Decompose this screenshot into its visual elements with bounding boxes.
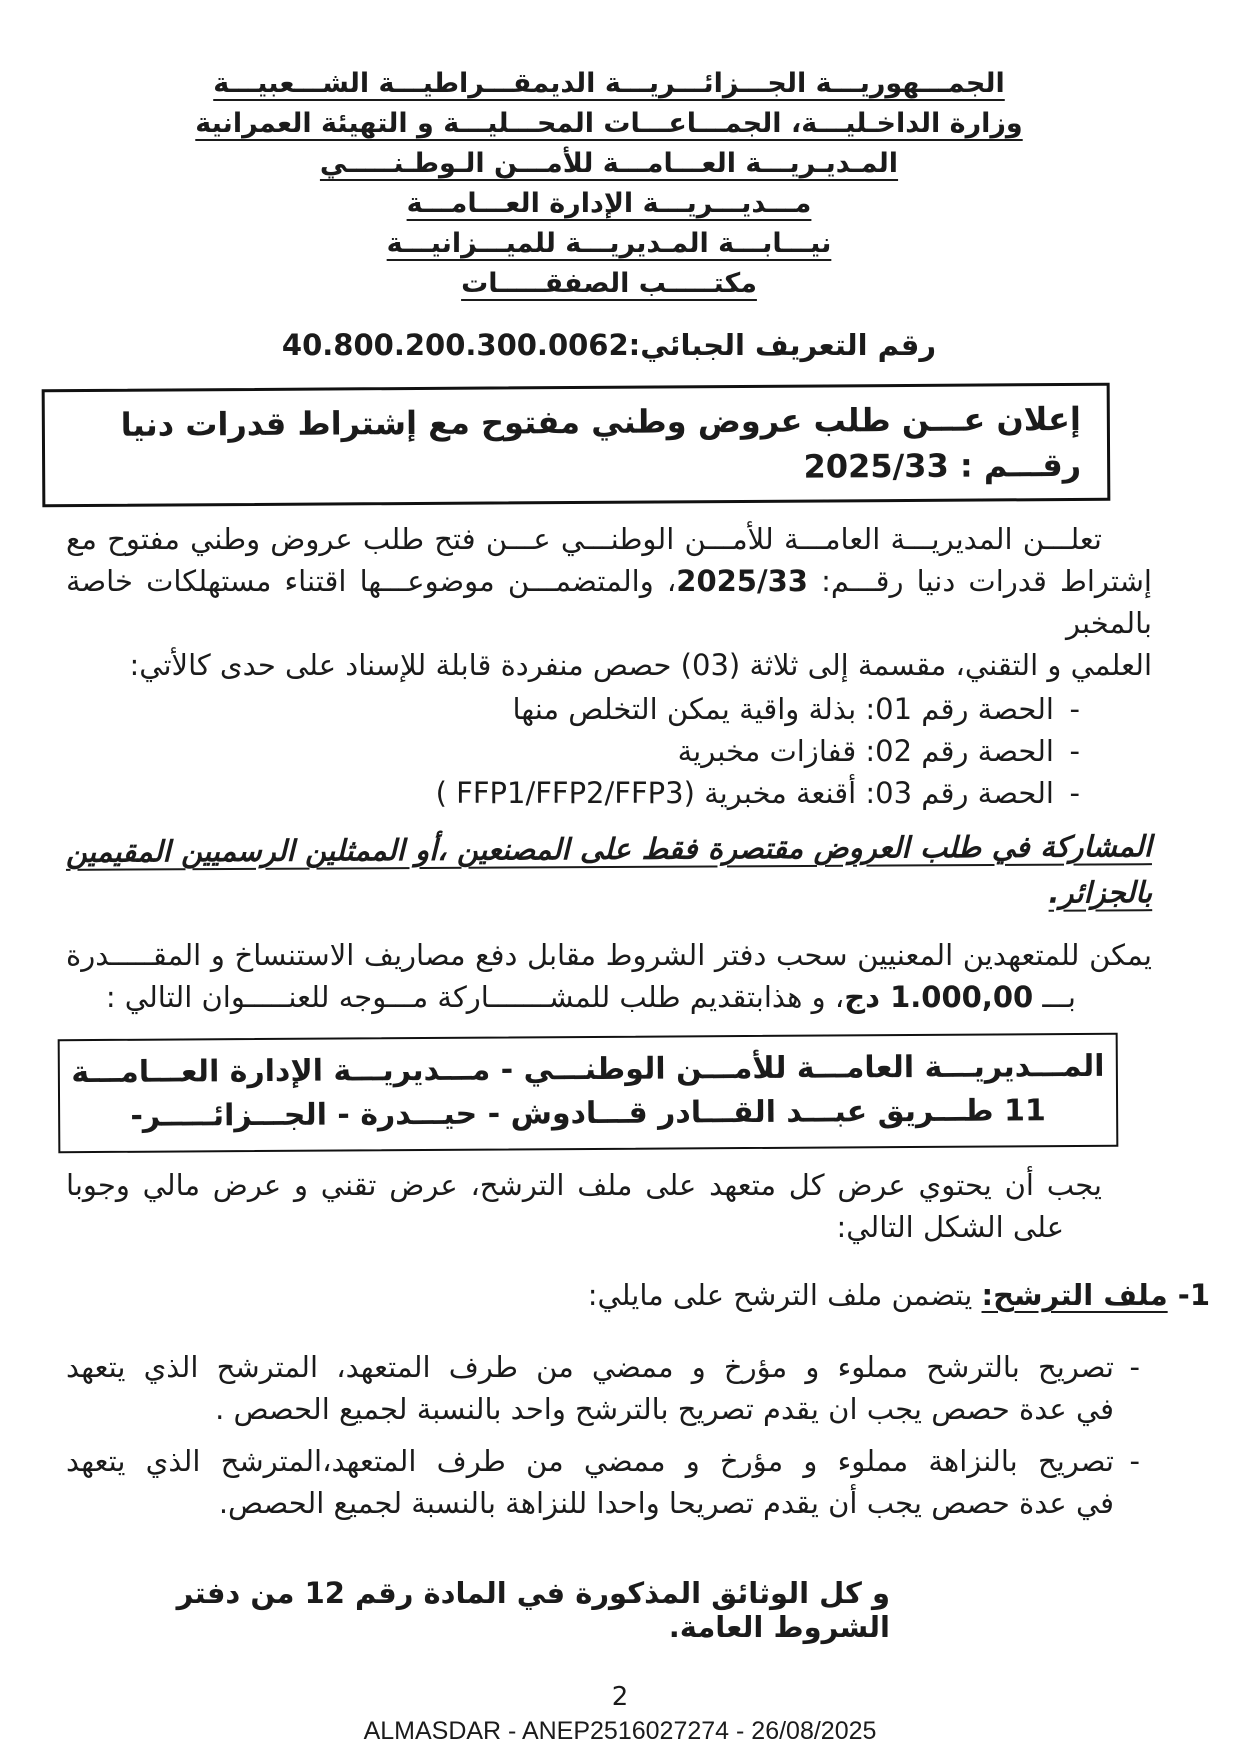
text-segment: تصريح بالنزاهة مملوء و مؤرخ و ممضي من طرف المتعهد،المترشح الذي يتعهد [66, 1444, 1114, 1478]
dash-icon: - [1069, 692, 1080, 726]
text-segment: ، والمتضمـــن موضوعـــها اقتناء مستهلكات خاصة بالمخبر [66, 564, 1152, 640]
page-number: 2 [611, 1682, 629, 1712]
text-segment: تصريح بالترشح مملوء و مؤرخ و ممضي من طرف المتعهد، المترشح الذي يتعهد [66, 1350, 1114, 1384]
publication-credit: ALMASDAR - ANEP2516027274 - 26/08/2025 [363, 1717, 877, 1745]
header-line-markets-office: مكتـــــب الصفقـــــات [461, 268, 757, 299]
participation-line-2 [66, 869, 1152, 921]
dash-icon: - [1129, 1350, 1140, 1384]
intro-line-1 [66, 518, 1152, 560]
text-segment: يجب أن يحتوي عرض كل متعهد على ملف الترشح، عرض تقني و عرض مالي وجوبا [66, 1168, 1102, 1202]
fees-line-1 [66, 934, 1152, 976]
tender-title-box [42, 383, 1111, 508]
bullet-declaration-integrity [66, 1440, 1140, 1524]
address-line-2 [68, 1089, 1108, 1139]
intro-line-3 [66, 644, 1152, 686]
dash-icon: - [1129, 1444, 1140, 1478]
text-segment: إشتراط قدرات دنيا رقـــم: [807, 564, 1152, 598]
candidacy-requirements-list [66, 1346, 1140, 1524]
lot-item-2-label [66, 730, 1054, 772]
tax-id-line [66, 328, 1152, 362]
intro-paragraph [66, 518, 1152, 686]
tender-title [55, 396, 1082, 494]
text-segment: العلمي و التقني، مقسمة إلى ثلاثة (03) حصص منفردة قابلة للإسناد على حدى كالأتي: [129, 648, 1152, 682]
header-line-admin-dir: مـــديـــريـــة الإدارة العـــامـــة [406, 188, 812, 219]
header-line-republic: الجمـــهوريـــة الجـــزائـــريـــة الديمقـــراطيـــة الشـــعبيـــة [213, 68, 1005, 99]
required-docs-note [66, 1576, 890, 1644]
header-line-dgsn: المـديـريـــة العـــامـــة للأمـــن الـوطـنـــــي [319, 148, 899, 179]
text-segment: بـــ [1033, 980, 1076, 1014]
tax-id-label: رقم التعريف الجبائي: [628, 328, 937, 362]
bullet-line [66, 1482, 1114, 1524]
text-segment: في عدة حصص يجب ان يقدم تصريح بالترشح واحد بالنسبة لجميع الحصص . [215, 1392, 1114, 1426]
lot-item-1-label [66, 688, 1054, 730]
text-segment: على الشكل التالي: [836, 1210, 1064, 1244]
tender-title-text: إعلان عـــن طلب عروض وطني مفتوح مع إشتراط قدرات دنيا رقـــم : [120, 399, 1082, 485]
offer-format-paragraph [66, 1164, 1152, 1248]
participation-note [66, 823, 1152, 921]
text-segment: دج [844, 980, 891, 1014]
header-line-budget-sub: نيـــابـــة المـديريـــة للميـــزانيـــة [386, 228, 832, 259]
address-line-1 [68, 1045, 1108, 1095]
text-segment: 1.000,00 [890, 980, 1034, 1014]
text-segment: الحصة رقم 01: بذلة واقية يمكن التخلص منها [512, 692, 1054, 726]
text-segment: المـــديريـــة العامـــة للأمـــن الوطنـــي - مـــديريـــة الإدارة العـــامـــة [71, 1048, 1105, 1091]
participation-line-1 [66, 823, 1152, 875]
text-segment: 1- [1167, 1278, 1210, 1312]
bullet-declaration-candidacy [66, 1346, 1140, 1430]
text-segment: الحصة رقم 03: أقنعة مخبرية [694, 776, 1054, 810]
candidacy-file-heading [66, 1274, 1210, 1316]
text-segment: 2025/33 [676, 564, 808, 598]
tender-number: 2025/33 [803, 446, 949, 486]
intro-line-2 [66, 560, 1152, 644]
bullet-line [66, 1388, 1114, 1430]
offer-line-2 [66, 1206, 1064, 1248]
lot-item-1 [66, 688, 1080, 730]
lot-item-3-label [66, 772, 1054, 814]
text-segment: ملف الترشح: [981, 1278, 1168, 1312]
dash-icon: - [1069, 776, 1080, 810]
address-box [58, 1033, 1119, 1153]
dash-icon: - [1069, 734, 1080, 768]
bullet-declaration-candidacy-text [66, 1346, 1114, 1430]
bullet-line [66, 1346, 1114, 1388]
text-segment: المشاركة في طلب العروض مقتصرة فقط على المصنعين ،أو الممثلين الرسميين المقيمين [65, 829, 1152, 869]
lot-item-2 [66, 730, 1080, 772]
lot-item-3 [66, 772, 1080, 814]
text-segment: الحصة رقم 02: قفازات مخبرية [677, 734, 1054, 768]
header-line-ministry: وزارة الداخـليـــة، الجمـــاعـــات المحـــليـــة و التهيئة العمرانية [195, 108, 1023, 139]
fees-line-2 [66, 976, 1076, 1018]
lots-list [66, 688, 1080, 814]
text-segment: ، و هذابتقديم طلب للمشـــــــاركة مـــوجه للعنـــــوان التالي : [105, 980, 845, 1014]
offer-line-1 [66, 1164, 1152, 1206]
text-segment: في عدة حصص يجب أن يقدم تصريحا واحدا للنزاهة بالنسبة لجميع الحصص. [218, 1486, 1114, 1520]
tax-id-number: 40.800.200.300.0062 [281, 328, 629, 362]
text-segment: يتضمن ملف الترشح على مايلي: [587, 1278, 982, 1312]
bullet-declaration-integrity-text [66, 1440, 1114, 1524]
text-segment: و كل الوثائق المذكورة في المادة رقم 12 من دفتر الشروط العامة. [176, 1576, 890, 1644]
text-segment: 11 طـــريق عبـــد القـــادر قـــادوش - حيـــدرة - الجـــزائـــــر- [130, 1093, 1046, 1134]
bullet-line [66, 1440, 1114, 1482]
text-segment: ( FFP1/FFP2/FFP3) [435, 776, 695, 810]
text-segment: تعلـــن المديريـــة العامـــة للأمـــن الوطنـــي عـــن فتح طلب عروض وطني مفتوح مع [66, 522, 1102, 556]
text-segment: يمكن للمتعهدين المعنيين سحب دفتر الشروط مقابل دفع مصاريف الاستنساخ و المقـــــدرة [66, 938, 1152, 972]
fees-paragraph [66, 934, 1152, 1018]
text-segment: بالجزائر. [1048, 875, 1153, 910]
republic-header-block [66, 64, 1152, 304]
